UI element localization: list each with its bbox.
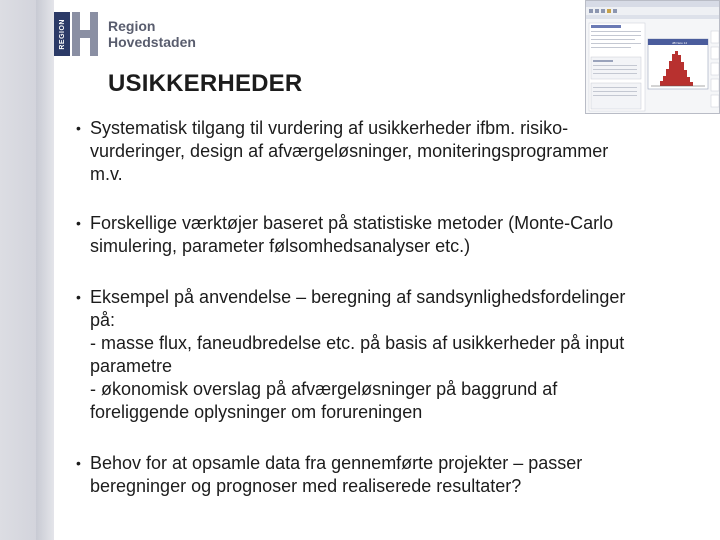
region-logo-tile [54,12,70,56]
region-logo-line2: Hovedstaden [108,34,196,50]
bullet-text: Systematisk tilgang til vurdering af usikkerheder ifbm. risiko- vurderinger, design af afværgeløsninger, moniteringsprogrammer m.v. [90,118,609,184]
slide-title: USIKKERHEDER [108,70,303,97]
thumbnail-panel-label: dB Neto 14 [672,41,688,45]
spreadsheet-thumbnail [585,0,720,114]
bullet-text: Behov for at opsamle data fra gennemførte projekter – passer beregninger og prognoser med realiserede resultater? [90,453,583,496]
region-logo-text [108,18,196,50]
left-decor-band-inner [36,0,54,540]
bullet-dot-icon: • [76,455,81,471]
spreadsheet-thumbnail-image [586,1,720,114]
bullet-text: Eksempel på anvendelse – beregning af sandsynlighedsfordelinger på: - masse flux, faneudbredelse etc. på basis af usikkerheder på input parametre - økonomisk overslag på afværgeløsninger på baggrund af foreliggende oplysninger om forureningen [90,287,626,422]
bullet-dot-icon: • [76,215,81,231]
left-decor-band [0,0,36,540]
bullet-item [76,452,706,498]
region-logo-tile-text: REGION [58,18,66,50]
bullet-dot-icon: • [76,289,81,305]
bullet-item [76,117,706,186]
region-logo-line1: Region [108,18,156,34]
region-h-logo-icon [72,12,98,56]
bullet-dot-icon: • [76,120,81,136]
bullet-item [76,286,706,424]
bullet-item [76,212,706,258]
bullet-text: Forskellige værktøjer baseret på statistiske metoder (Monte-Carlo simulering, parameter følsomhedsanalyser etc.) [90,213,614,256]
